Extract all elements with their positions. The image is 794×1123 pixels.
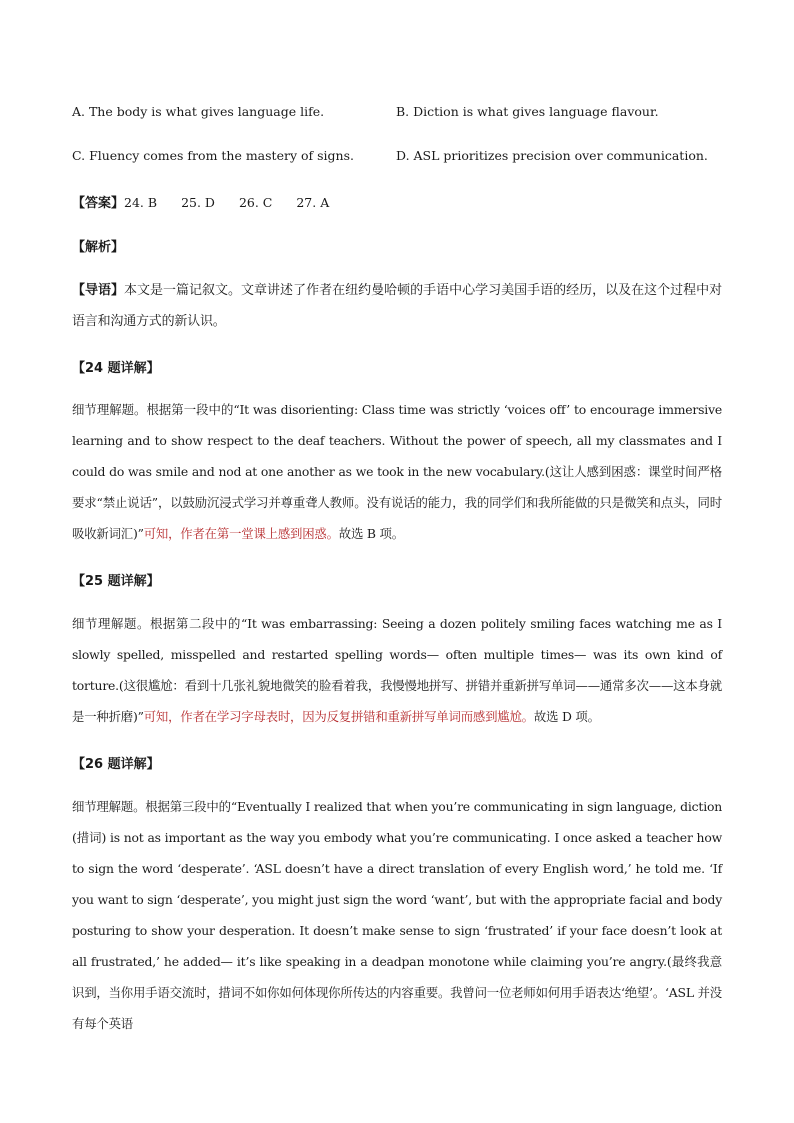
q25-conclusion: 可知，作者在学习字母表时，因为反复拼错和重新拼写单词而感到尴尬。	[143, 709, 534, 724]
q24-heading: 【24 题详解】	[72, 361, 160, 376]
answer-item: 27. A	[296, 195, 330, 210]
answer-item: 24. B	[124, 195, 158, 210]
q26-heading: 【26 题详解】	[72, 757, 160, 772]
option-d: D. ASL prioritizes precision over communication.	[396, 148, 708, 163]
option-a: A. The body is what gives language life.	[72, 104, 325, 119]
answer-item: 25. D	[181, 195, 215, 210]
q24-paragraph	[72, 394, 722, 549]
option-c: C. Fluency comes from the mastery of signs.	[72, 148, 354, 163]
q24-intro: 细节理解题。根据第一段中的“It was disorienting: Class time was strictly ‘voices off’ to encourage immersive learning and to show respect to the deaf teachers. Without the power of speech, all my classmates and I could do was smile and nod at one another as we took in the new vocabulary.(这让人感到困惑：课堂时间严格要求“禁止说话”，以鼓励沉浸式学习并尊重聋人教师。没有说话的能力，我的同学们和我所能做的只是微笑和点头，同时吸收新词汇)”	[72, 402, 722, 541]
analysis-heading: 【解析】	[72, 240, 125, 255]
q26-paragraph	[72, 791, 722, 1039]
guide-label: 【导语】	[72, 283, 125, 298]
option-b: B. Diction is what gives language flavour.	[396, 104, 659, 119]
answer-item: 26. C	[238, 195, 273, 210]
q24-conclusion: 可知，作者在第一堂课上感到困惑。	[143, 526, 339, 541]
q25-paragraph	[72, 608, 722, 732]
answer-label: 【答案】	[72, 196, 125, 211]
q25-choice: 故选 D 项。	[533, 709, 600, 724]
answer-line	[72, 192, 722, 211]
q25-intro: 细节理解题。根据第二段中的“It was embarrassing: Seeing a dozen politely smiling faces watching me as I slowly spelled, misspelled and restarted spelling words— often multiple times— was its own kind of torture.(这很尴尬：看到十几张礼貌地微笑的脸看着我，我慢慢地拼写、拼错并重新拼写单词——通常多次——这本身就是一种折磨)”	[72, 616, 722, 724]
guide-paragraph	[72, 275, 722, 337]
q26-text: 细节理解题。根据第三段中的“Eventually I realized that when you’re communicating in sign language, diction (措词) is not as important as the way you embody what you’re communicating. I once asked a teacher how to sign the word ‘desperate’. ‘ASL doesn’t have a direct translation of every English word,’ he told me. ‘If you want to sign ‘desperate’, you might just sign the word ‘want’, but with the appropriate facial and body posturing to show your desperation. It doesn’t make sense to sign ‘frustrated’ if your face doesn’t look at all frustrated,’ he added— it’s like speaking in a deadpan monotone while claiming you’re angry.(最终我意识到，当你用手语交流时，措词不如你如何体现你所传达的内容重要。我曾问一位老师如何用手语表达‘绝望’。‘ASL 并没有每个英语	[72, 799, 723, 1031]
q25-heading: 【25 题详解】	[72, 574, 160, 589]
q24-choice: 故选 B 项。	[338, 526, 404, 541]
guide-text: 本文是一篇记叙文。文章讲述了作者在纽约曼哈顿的手语中心学习美国手语的经历，以及在这个过程中对语言和沟通方式的新认识。	[72, 283, 722, 329]
